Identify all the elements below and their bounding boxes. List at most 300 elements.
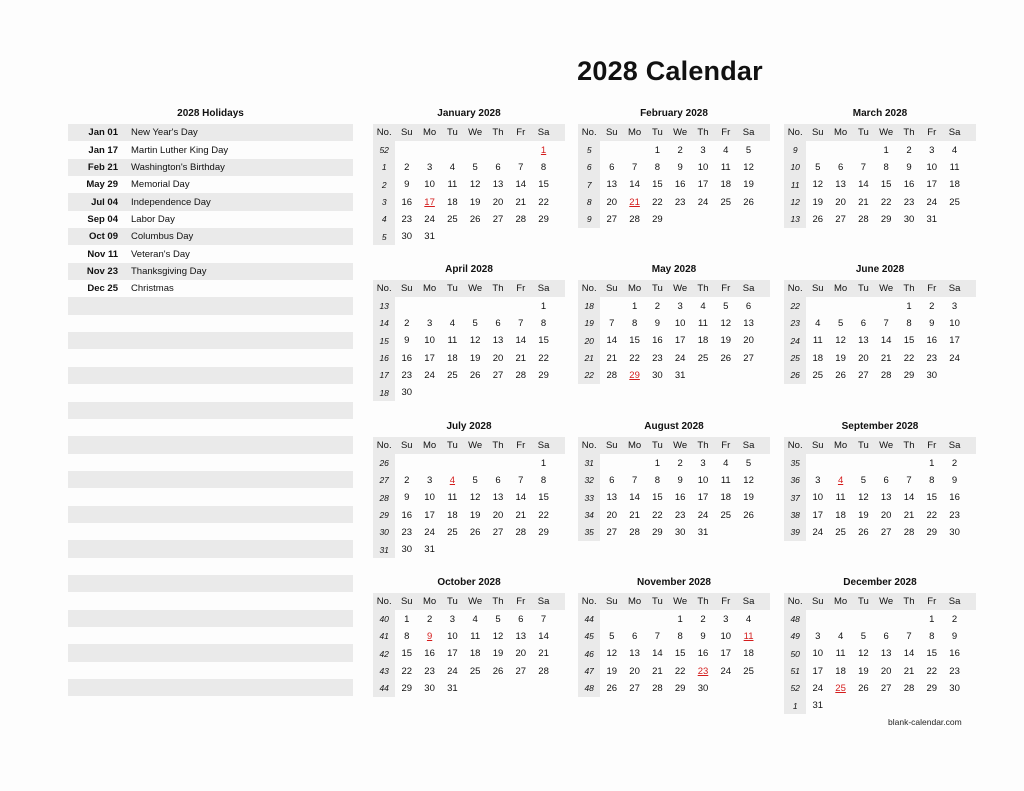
day-cell: 2 bbox=[677, 457, 683, 469]
day-cell: 26 bbox=[606, 682, 618, 694]
holiday-row bbox=[68, 332, 353, 349]
weekday-label: Mo bbox=[422, 440, 437, 452]
day-cell: 20 bbox=[492, 352, 504, 364]
weekday-label: Su bbox=[811, 440, 824, 452]
holiday-day-cell: 21 bbox=[629, 196, 640, 208]
day-cell: 18 bbox=[447, 196, 458, 208]
week-number: 14 bbox=[373, 315, 395, 332]
day-cell: 10 bbox=[674, 317, 686, 329]
day-cell: 22 bbox=[538, 352, 549, 364]
month-grid bbox=[578, 124, 770, 228]
weekday-label: Mo bbox=[422, 127, 437, 139]
weekday-label: Sa bbox=[742, 440, 755, 452]
week-row bbox=[373, 297, 565, 314]
holiday-name: Washington's Birthday bbox=[131, 161, 225, 173]
day-cell: 21 bbox=[880, 352, 892, 364]
weekday-label: We bbox=[879, 127, 894, 139]
holiday-day-cell: 17 bbox=[424, 196, 435, 208]
week-row bbox=[578, 211, 770, 228]
day-cell: 13 bbox=[629, 648, 640, 660]
day-cell: 30 bbox=[903, 213, 915, 225]
week-row bbox=[784, 472, 976, 489]
holiday-date: Feb 21 bbox=[87, 161, 118, 173]
holiday-row bbox=[68, 506, 353, 523]
weekday-label: Sa bbox=[537, 440, 550, 452]
weekday-label: Fr bbox=[721, 440, 731, 452]
day-cell: 6 bbox=[495, 161, 501, 173]
week-row bbox=[578, 628, 770, 645]
week-row bbox=[373, 489, 565, 506]
week-row bbox=[578, 506, 770, 523]
day-cell: 16 bbox=[697, 648, 709, 660]
day-cell: 5 bbox=[472, 474, 478, 486]
month-title: April 2028 bbox=[445, 264, 493, 275]
week-number: 45 bbox=[578, 628, 600, 645]
week-number: 40 bbox=[373, 610, 395, 627]
week-row bbox=[373, 541, 565, 558]
day-cell: 11 bbox=[812, 335, 823, 347]
week-row bbox=[578, 524, 770, 541]
weekday-label: We bbox=[468, 283, 483, 295]
holiday-name: New Year's Day bbox=[131, 127, 198, 139]
day-cell: 28 bbox=[538, 665, 549, 677]
day-cell: 21 bbox=[903, 665, 915, 677]
day-cell: 25 bbox=[949, 196, 960, 208]
day-cell: 16 bbox=[424, 648, 435, 660]
week-row bbox=[578, 472, 770, 489]
day-cell: 17 bbox=[697, 179, 709, 191]
week-row bbox=[373, 141, 565, 158]
day-cell: 5 bbox=[723, 300, 729, 312]
day-cell: 22 bbox=[652, 509, 663, 521]
weekday-label: Tu bbox=[447, 596, 458, 608]
day-cell: 13 bbox=[492, 335, 504, 347]
day-cell: 26 bbox=[743, 196, 754, 208]
day-cell: 7 bbox=[906, 630, 912, 642]
day-cell: 14 bbox=[515, 492, 527, 504]
day-cell: 17 bbox=[424, 509, 435, 521]
day-cell: 3 bbox=[426, 474, 433, 486]
week-row bbox=[578, 141, 770, 158]
week-row bbox=[578, 159, 770, 176]
day-cell: 6 bbox=[495, 317, 501, 329]
week-number: 32 bbox=[578, 472, 600, 489]
day-cell: 21 bbox=[903, 509, 915, 521]
week-number: 47 bbox=[578, 662, 600, 679]
week-number-header: No. bbox=[787, 283, 803, 295]
week-number: 12 bbox=[784, 193, 806, 210]
day-cell: 3 bbox=[426, 161, 433, 173]
day-cell: 31 bbox=[424, 231, 435, 243]
day-cell: 27 bbox=[880, 682, 892, 694]
day-cell: 12 bbox=[720, 317, 732, 329]
day-cell: 8 bbox=[929, 474, 935, 486]
day-cell: 25 bbox=[697, 352, 709, 364]
holiday-row bbox=[68, 245, 353, 262]
weekday-label: We bbox=[468, 596, 483, 608]
day-cell: 13 bbox=[515, 630, 527, 642]
day-cell: 5 bbox=[815, 161, 821, 173]
week-number: 37 bbox=[784, 489, 806, 506]
weekday-label: Su bbox=[605, 440, 618, 452]
holiday-row bbox=[68, 540, 353, 557]
week-number: 5 bbox=[373, 228, 395, 245]
holiday-date: Nov 23 bbox=[86, 265, 118, 277]
day-cell: 31 bbox=[812, 700, 824, 712]
week-row bbox=[578, 176, 770, 193]
week-number: 22 bbox=[578, 367, 600, 384]
holiday-row bbox=[68, 523, 353, 540]
weekday-label: Tu bbox=[447, 440, 458, 452]
week-row bbox=[578, 349, 770, 366]
week-number: 18 bbox=[578, 297, 600, 314]
week-number: 28 bbox=[373, 489, 395, 506]
holiday-date: Jan 01 bbox=[88, 127, 118, 139]
month-grid bbox=[373, 593, 565, 697]
week-number: 27 bbox=[373, 472, 395, 489]
day-cell: 17 bbox=[926, 179, 938, 191]
day-cell: 3 bbox=[929, 144, 935, 156]
week-row bbox=[373, 662, 565, 679]
day-cell: 9 bbox=[700, 630, 706, 642]
weekday-label: We bbox=[673, 127, 688, 139]
day-cell: 24 bbox=[424, 213, 435, 225]
day-cell: 28 bbox=[903, 526, 915, 538]
week-row bbox=[373, 454, 565, 471]
day-cell: 9 bbox=[677, 474, 683, 486]
day-cell: 6 bbox=[883, 474, 889, 486]
day-cell: 9 bbox=[906, 161, 912, 173]
day-cell: 2 bbox=[951, 613, 958, 625]
day-cell: 26 bbox=[469, 213, 481, 225]
day-cell: 6 bbox=[495, 474, 501, 486]
day-cell: 22 bbox=[903, 352, 915, 364]
month-grid bbox=[373, 280, 565, 401]
day-cell: 14 bbox=[515, 335, 527, 347]
month-grid bbox=[578, 593, 770, 697]
day-cell: 2 bbox=[404, 161, 410, 173]
holidays-list bbox=[68, 124, 353, 714]
weekday-header bbox=[578, 280, 770, 297]
holiday-name: Martin Luther King Day bbox=[131, 144, 229, 156]
weekday-header bbox=[373, 437, 565, 454]
week-number: 46 bbox=[578, 645, 600, 662]
day-cell: 24 bbox=[447, 665, 458, 677]
day-cell: 20 bbox=[492, 196, 504, 208]
week-number: 35 bbox=[784, 454, 806, 471]
week-number: 8 bbox=[578, 193, 600, 210]
day-cell: 15 bbox=[926, 492, 938, 504]
day-cell: 3 bbox=[700, 457, 706, 469]
day-cell: 11 bbox=[698, 317, 708, 329]
day-cell: 3 bbox=[951, 300, 958, 312]
weekday-label: Fr bbox=[927, 440, 937, 452]
week-row bbox=[784, 159, 976, 176]
day-cell: 29 bbox=[926, 682, 938, 694]
day-cell: 31 bbox=[674, 369, 686, 381]
weekday-label: Th bbox=[492, 596, 504, 608]
weekday-header bbox=[578, 124, 770, 141]
day-cell: 23 bbox=[903, 196, 915, 208]
week-number: 9 bbox=[784, 141, 806, 158]
day-cell: 30 bbox=[926, 369, 938, 381]
day-cell: 5 bbox=[860, 630, 867, 642]
month-grid bbox=[784, 437, 976, 541]
day-cell: 8 bbox=[677, 630, 683, 642]
week-number-header: No. bbox=[376, 283, 392, 295]
weekday-label: Mo bbox=[833, 283, 848, 295]
day-cell: 10 bbox=[720, 630, 732, 642]
day-cell: 8 bbox=[540, 317, 547, 329]
day-cell: 29 bbox=[652, 526, 663, 538]
weekday-label: We bbox=[879, 596, 894, 608]
weekday-label: Tu bbox=[858, 283, 869, 295]
day-cell: 13 bbox=[606, 179, 618, 191]
day-cell: 28 bbox=[629, 213, 640, 225]
day-cell: 14 bbox=[606, 335, 618, 347]
day-cell: 20 bbox=[606, 509, 618, 521]
day-cell: 5 bbox=[495, 613, 501, 625]
weekday-label: Tu bbox=[858, 440, 869, 452]
day-cell: 3 bbox=[677, 300, 683, 312]
holiday-row bbox=[68, 575, 353, 592]
holiday-row bbox=[68, 402, 353, 419]
day-cell: 16 bbox=[401, 196, 413, 208]
weekday-label: Fr bbox=[516, 596, 526, 608]
day-cell: 30 bbox=[652, 369, 663, 381]
weekday-label: Tu bbox=[447, 127, 458, 139]
day-cell: 20 bbox=[880, 509, 892, 521]
day-cell: 3 bbox=[700, 144, 706, 156]
weekday-label: Fr bbox=[516, 127, 526, 139]
page-title: 2028 Calendar bbox=[577, 56, 763, 86]
week-number: 17 bbox=[373, 367, 395, 384]
day-cell: 1 bbox=[540, 300, 547, 312]
holiday-name: Thanksgiving Day bbox=[131, 265, 207, 277]
weekday-label: Th bbox=[697, 283, 709, 295]
week-number: 50 bbox=[784, 645, 806, 662]
week-number: 26 bbox=[373, 454, 395, 471]
day-cell: 7 bbox=[518, 474, 524, 486]
holiday-row bbox=[68, 124, 353, 141]
month-grid bbox=[784, 280, 976, 384]
day-cell: 3 bbox=[815, 474, 821, 486]
day-cell: 20 bbox=[515, 648, 527, 660]
day-cell: 15 bbox=[880, 179, 892, 191]
week-row bbox=[373, 384, 565, 401]
day-cell: 30 bbox=[949, 682, 960, 694]
day-cell: 13 bbox=[606, 492, 618, 504]
weekday-label: Su bbox=[400, 283, 413, 295]
day-cell: 9 bbox=[404, 335, 410, 347]
day-cell: 7 bbox=[631, 161, 638, 173]
day-cell: 12 bbox=[858, 492, 869, 504]
day-cell: 2 bbox=[677, 144, 683, 156]
day-cell: 22 bbox=[652, 196, 663, 208]
day-cell: 23 bbox=[674, 196, 686, 208]
weekday-label: Su bbox=[811, 596, 824, 608]
day-cell: 2 bbox=[929, 300, 935, 312]
day-cell: 10 bbox=[697, 474, 709, 486]
weekday-label: Mo bbox=[833, 440, 848, 452]
day-cell: 13 bbox=[880, 648, 892, 660]
week-number-header: No. bbox=[581, 127, 597, 139]
month-title: February 2028 bbox=[640, 108, 708, 119]
day-cell: 30 bbox=[401, 231, 413, 243]
day-cell: 9 bbox=[654, 317, 661, 329]
day-cell: 22 bbox=[629, 352, 640, 364]
day-cell: 19 bbox=[743, 492, 754, 504]
day-cell: 7 bbox=[654, 630, 661, 642]
holiday-row bbox=[68, 176, 353, 193]
day-cell: 24 bbox=[674, 352, 686, 364]
day-cell: 22 bbox=[538, 196, 549, 208]
day-cell: 16 bbox=[949, 492, 960, 504]
weekday-header bbox=[578, 593, 770, 610]
day-cell: 23 bbox=[401, 369, 413, 381]
month-title: May 2028 bbox=[651, 264, 697, 275]
day-cell: 14 bbox=[538, 630, 549, 642]
day-cell: 8 bbox=[404, 630, 410, 642]
day-cell: 11 bbox=[835, 648, 846, 660]
day-cell: 12 bbox=[835, 335, 846, 347]
weekday-label: Sa bbox=[742, 283, 755, 295]
month-title: January 2028 bbox=[437, 108, 501, 119]
weekday-label: Fr bbox=[516, 283, 526, 295]
day-cell: 27 bbox=[492, 369, 504, 381]
week-row bbox=[578, 454, 770, 471]
day-cell: 8 bbox=[540, 161, 547, 173]
day-cell: 1 bbox=[404, 613, 410, 625]
day-cell: 15 bbox=[652, 492, 663, 504]
holiday-date: Jul 04 bbox=[91, 196, 118, 208]
day-cell: 5 bbox=[745, 144, 752, 156]
week-number: 39 bbox=[784, 524, 806, 541]
weekday-label: Mo bbox=[627, 596, 642, 608]
day-cell: 27 bbox=[835, 213, 846, 225]
day-cell: 28 bbox=[629, 526, 640, 538]
holiday-name: Memorial Day bbox=[131, 179, 190, 191]
holiday-date: Oct 09 bbox=[88, 231, 118, 243]
holiday-name: Christmas bbox=[131, 283, 174, 295]
day-cell: 5 bbox=[860, 474, 867, 486]
day-cell: 12 bbox=[606, 648, 618, 660]
weekday-label: Sa bbox=[537, 283, 550, 295]
holiday-day-cell: 25 bbox=[835, 682, 846, 694]
weekday-label: Sa bbox=[948, 440, 961, 452]
day-cell: 28 bbox=[858, 213, 869, 225]
day-cell: 20 bbox=[880, 665, 892, 677]
holiday-row bbox=[68, 211, 353, 228]
day-cell: 19 bbox=[858, 509, 869, 521]
day-cell: 8 bbox=[654, 474, 661, 486]
weekday-label: Fr bbox=[927, 283, 937, 295]
day-cell: 24 bbox=[720, 665, 732, 677]
week-number: 1 bbox=[373, 159, 395, 176]
day-cell: 17 bbox=[424, 352, 435, 364]
day-cell: 1 bbox=[677, 613, 683, 625]
day-cell: 18 bbox=[469, 648, 481, 660]
day-cell: 10 bbox=[697, 161, 709, 173]
day-cell: 19 bbox=[492, 648, 504, 660]
day-cell: 28 bbox=[515, 213, 527, 225]
holiday-row bbox=[68, 228, 353, 245]
day-cell: 12 bbox=[469, 492, 481, 504]
day-cell: 6 bbox=[609, 161, 615, 173]
weekday-header bbox=[784, 593, 976, 610]
day-cell: 23 bbox=[926, 352, 938, 364]
week-row bbox=[373, 349, 565, 366]
day-cell: 10 bbox=[926, 161, 938, 173]
day-cell: 10 bbox=[812, 492, 824, 504]
day-cell: 30 bbox=[401, 387, 413, 399]
week-row bbox=[578, 489, 770, 506]
week-number-header: No. bbox=[787, 440, 803, 452]
day-cell: 11 bbox=[949, 161, 960, 173]
day-cell: 27 bbox=[858, 369, 869, 381]
week-row bbox=[373, 228, 565, 245]
week-row bbox=[784, 349, 976, 366]
week-number-header: No. bbox=[581, 596, 597, 608]
day-cell: 2 bbox=[404, 474, 410, 486]
weekday-header bbox=[373, 124, 565, 141]
day-cell: 15 bbox=[903, 335, 915, 347]
day-cell: 31 bbox=[424, 544, 435, 556]
week-number: 6 bbox=[578, 159, 600, 176]
week-row bbox=[578, 610, 770, 627]
week-row bbox=[578, 332, 770, 349]
day-cell: 9 bbox=[951, 630, 958, 642]
weekday-label: Fr bbox=[721, 596, 731, 608]
weekday-label: Fr bbox=[927, 127, 937, 139]
day-cell: 11 bbox=[470, 630, 481, 642]
day-cell: 26 bbox=[492, 665, 504, 677]
day-cell: 19 bbox=[812, 196, 824, 208]
week-number: 44 bbox=[373, 680, 395, 697]
day-cell: 19 bbox=[606, 665, 618, 677]
week-number: 5 bbox=[578, 141, 600, 158]
week-number: 42 bbox=[373, 645, 395, 662]
day-cell: 14 bbox=[880, 335, 892, 347]
holiday-row bbox=[68, 263, 353, 280]
week-row bbox=[784, 315, 976, 332]
weekday-label: Tu bbox=[652, 440, 663, 452]
day-cell: 22 bbox=[401, 665, 413, 677]
day-cell: 17 bbox=[949, 335, 960, 347]
week-number: 34 bbox=[578, 506, 600, 523]
week-row bbox=[373, 610, 565, 627]
holiday-row bbox=[68, 141, 353, 158]
day-cell: 14 bbox=[629, 179, 640, 191]
weekday-header bbox=[784, 124, 976, 141]
day-cell: 1 bbox=[540, 457, 547, 469]
day-cell: 3 bbox=[449, 613, 456, 625]
month-title: July 2028 bbox=[446, 421, 492, 432]
day-cell: 20 bbox=[743, 335, 754, 347]
weekday-label: Sa bbox=[537, 127, 550, 139]
day-cell: 8 bbox=[883, 161, 889, 173]
day-cell: 8 bbox=[654, 161, 661, 173]
holiday-date: May 29 bbox=[86, 179, 118, 191]
day-cell: 28 bbox=[606, 369, 618, 381]
day-cell: 2 bbox=[906, 144, 912, 156]
holiday-date: Jan 17 bbox=[88, 144, 118, 156]
day-cell: 30 bbox=[424, 682, 435, 694]
weekday-label: Th bbox=[697, 440, 709, 452]
holiday-day-cell: 4 bbox=[449, 474, 456, 486]
month-grid bbox=[373, 124, 565, 245]
day-cell: 17 bbox=[697, 492, 709, 504]
